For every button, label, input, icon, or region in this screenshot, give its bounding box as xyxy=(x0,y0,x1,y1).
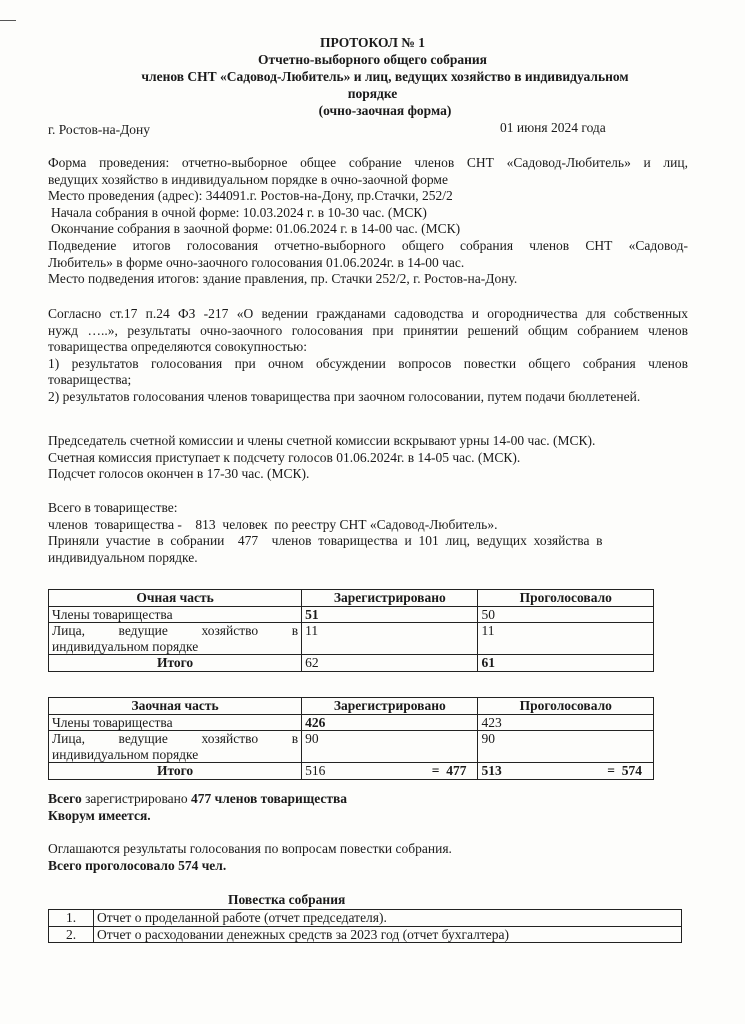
summary-block xyxy=(48,791,688,824)
agenda-number: 1. xyxy=(49,910,94,927)
table-header-cell: Заочная часть xyxy=(49,698,302,715)
registered-summary-text: зарегистрировано xyxy=(81,791,191,806)
announce-block xyxy=(48,841,688,874)
agenda-text: Отчет о расходовании денежных средств за 2023 год (отчет бухгалтера) xyxy=(94,926,682,943)
city: г. Ростов-на-Дону xyxy=(48,122,151,137)
meeting-place: Место проведения (адрес): 344091.г. Ростов-на-Дону, пр.Стачки, 252/2 xyxy=(48,188,453,204)
voted-value: 50 xyxy=(478,606,654,623)
registered-value: 11 xyxy=(302,623,478,655)
row-label-line-2: индивидуальном порядке xyxy=(52,746,199,762)
in-person-table xyxy=(48,589,654,672)
totals-line-1: Всего в товариществе: xyxy=(48,500,178,515)
registered-summary-bold-2: 477 членов товарищества xyxy=(190,791,348,806)
table-total-row xyxy=(49,763,654,780)
table-row xyxy=(49,606,654,623)
total-registered-sum: = 477 xyxy=(431,763,467,778)
protocol-subtitle: Отчетно-выборного общего собрания xyxy=(258,52,487,67)
table-row xyxy=(49,731,654,763)
law-item-1-line-1: 1) результатов голосования при очном обсуждении вопросов повестки общего собрания членов xyxy=(48,355,688,371)
meeting-info xyxy=(48,155,688,288)
total-voted: 61 xyxy=(478,655,654,672)
total-voted: 513 xyxy=(481,763,502,778)
total-voted-cell xyxy=(478,763,654,780)
law-line-1: Согласно ст.17 п.24 ФЗ -217 «О ведении гражданами садоводства и огородничества для собственных xyxy=(48,306,688,321)
protocol-members-line: членов СНТ «Садовод-Любитель» и лиц, ведущих хозяйство в индивидуальном xyxy=(141,69,629,84)
table-header-cell: Очная часть xyxy=(49,590,302,607)
totals-line-3: Приняли участие в собрании 477 членов товарищества и 101 лиц, ведущих хозяйства в xyxy=(48,533,603,549)
law-item-1-line-2: товарищества; xyxy=(48,372,132,388)
law-line-3: товарищества определяются совокупностью: xyxy=(48,339,308,355)
table-row xyxy=(49,623,654,655)
agenda-table xyxy=(48,909,682,943)
total-voted-statement: Всего проголосовало 574 чел. xyxy=(48,857,227,873)
agenda-number: 2. xyxy=(49,926,94,943)
row-label-line-1: Лица, ведущие хозяйство в xyxy=(52,623,299,638)
voted-value: 423 xyxy=(478,714,654,731)
meeting-end: Окончание собрания в заочной форме: 01.06.2024 г. в 14-00 час. (МСК) xyxy=(51,221,461,237)
row-label: Члены товарищества xyxy=(49,714,302,731)
commission-line-3: Подсчет голосов окончен в 17-30 час. (МСК). xyxy=(48,466,310,482)
voted-value: 90 xyxy=(478,731,654,763)
form-line-2: ведущих хозяйство в индивидуальном порядке в очно-заочной форме xyxy=(48,171,448,187)
law-item-2: 2) результатов голосования членов товарищества при заочном голосовании, путем подачи бюллетеней. xyxy=(48,388,641,404)
agenda-text: Отчет о проделанной работе (отчет председателя). xyxy=(94,910,682,927)
results-place: Место подведения итогов: здание правления, пр. Стачки 252/2, г. Ростов-на-Дону. xyxy=(48,271,518,287)
registered-value: 51 xyxy=(302,606,478,623)
commission-line-2: Счетная комиссия приступает к подсчету голосов 01.06.2024г. в 14-05 час. (МСК). xyxy=(48,449,521,465)
row-label xyxy=(49,623,302,655)
table-header-row xyxy=(49,590,654,607)
table-header-cell: Зарегистрировано xyxy=(302,698,478,715)
row-label: Члены товарищества xyxy=(49,606,302,623)
total-label: Итого xyxy=(49,655,302,672)
registered-summary-bold-1: Всего xyxy=(48,791,82,806)
form-line-1: Форма проведения: отчетно-выборное общее собрание членов СНТ «Садовод-Любитель» и лиц, xyxy=(48,155,688,170)
table-header-cell: Зарегистрировано xyxy=(302,590,478,607)
meeting-start: Начала собрания в очной форме: 10.03.2024 г. в 10-30 час. (МСК) xyxy=(51,204,427,220)
row-label-line-1: Лица, ведущие хозяйство в xyxy=(52,731,299,746)
table-header-row xyxy=(49,698,654,715)
law-paragraph xyxy=(48,306,688,406)
remote-table xyxy=(48,697,654,780)
totals-line-4: индивидуальном порядке. xyxy=(48,549,198,565)
results-line-1: Подведение итогов голосования отчетно-выборного общего собрания членов СНТ «Садовод- xyxy=(48,237,688,253)
corner-mark xyxy=(0,20,16,21)
total-registered-cell xyxy=(302,763,478,780)
totals-line-2: членов товарищества - 813 человек по реестру СНТ «Садовод-Любитель». xyxy=(48,516,498,532)
registered-value: 426 xyxy=(302,714,478,731)
law-line-2: нужд …..», результаты очно-заочного голосования при принятии решений общим собранием членов xyxy=(48,322,688,338)
total-voted-sum: = 574 xyxy=(607,763,642,778)
commission-line-1: Председатель счетной комиссии и члены счетной комиссии вскрывают урны 14-00 час. (МСК). xyxy=(48,433,596,448)
registered-value: 90 xyxy=(302,731,478,763)
announce-text: Оглашаются результаты голосования по вопросам повестки собрания. xyxy=(48,841,452,856)
registered-summary xyxy=(48,791,688,808)
total-registered: 516 xyxy=(305,763,326,778)
quorum-statement: Кворум имеется. xyxy=(48,807,151,823)
results-line-2: Любитель» в форме очно-заочного голосования 01.06.2024г. в 14-00 час. xyxy=(48,254,465,270)
commission-paragraph xyxy=(48,433,688,483)
protocol-date: 01 июня 2024 года xyxy=(500,120,606,135)
table-row xyxy=(49,714,654,731)
agenda-row xyxy=(49,926,682,943)
row-label-line-2: индивидуальном порядке xyxy=(52,638,199,654)
protocol-title: ПРОТОКОЛ № 1 xyxy=(320,35,425,50)
totals-paragraph xyxy=(48,500,688,566)
voted-value: 11 xyxy=(478,623,654,655)
total-registered: 62 xyxy=(302,655,478,672)
table-total-row xyxy=(49,655,654,672)
agenda-title: Повестка собрания xyxy=(228,892,346,907)
row-label xyxy=(49,731,302,763)
protocol-form: (очно-заочная форма) xyxy=(318,103,452,118)
agenda-row xyxy=(49,910,682,927)
total-label: Итого xyxy=(49,763,302,780)
table-header-cell: Проголосовало xyxy=(478,590,654,607)
protocol-order-line: порядке xyxy=(347,86,398,101)
table-header-cell: Проголосовало xyxy=(478,698,654,715)
